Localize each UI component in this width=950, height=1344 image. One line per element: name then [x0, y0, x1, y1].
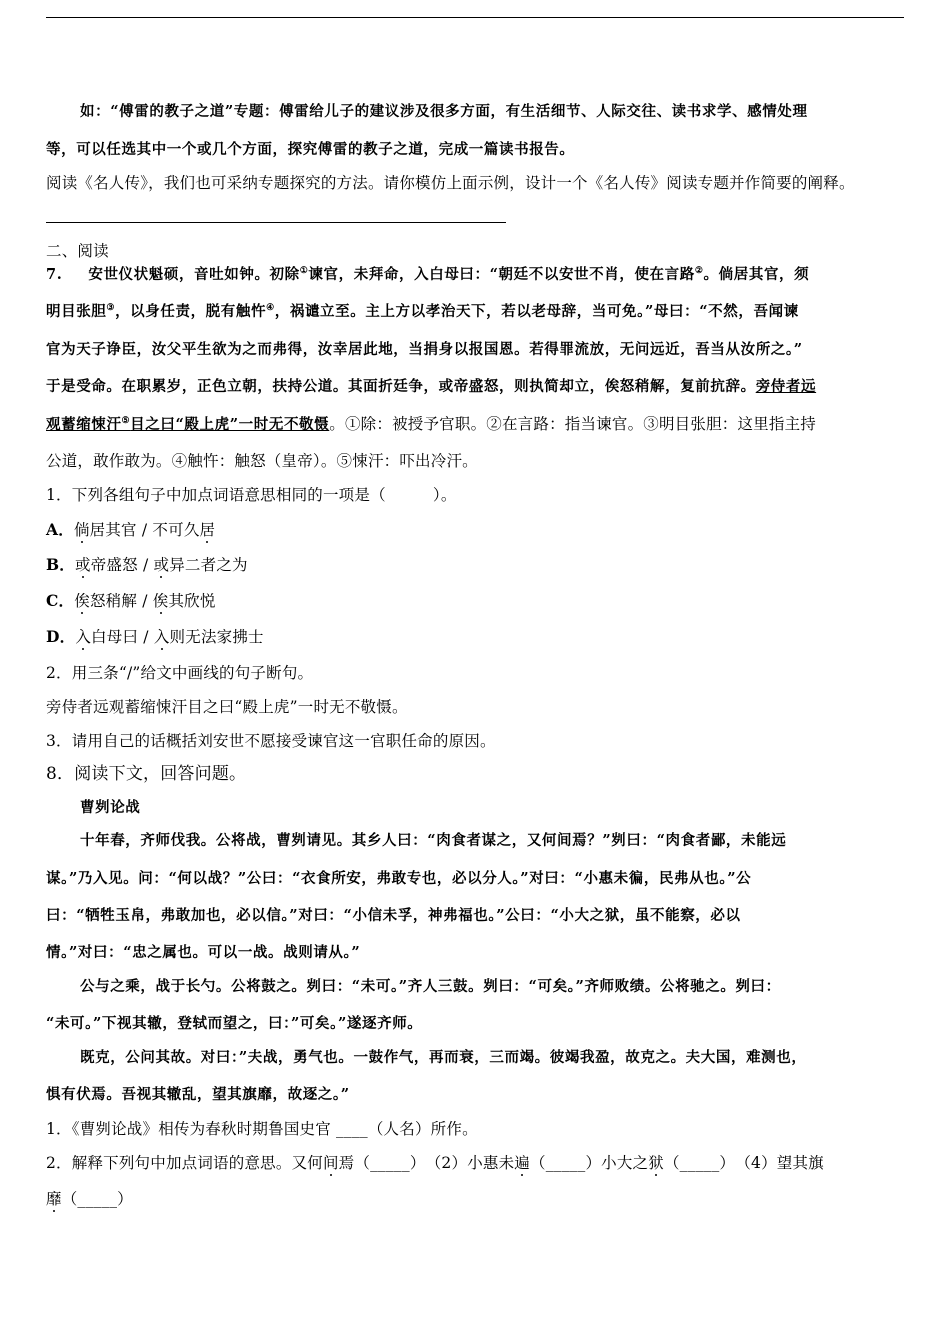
- option-b: B．或帝盛怒 / 或异二者之为: [46, 555, 248, 574]
- blank: _____: [370, 1154, 410, 1172]
- p1-line-3: 曰：“牺牲玉帛，弗敢加也，必以信。”对曰：“小信未孚，神弗福也。”公曰：“小大之狱，虽不能察，必以: [46, 907, 741, 924]
- q7-sub3: 3．请用自己的话概括刘安世不愿接受谏官这一官职任命的原因。: [46, 732, 496, 750]
- footnotes: 。①除：被授予官职。②在言路：指当谏官。③明目张胆：这里指主持: [329, 415, 816, 433]
- option-a: A．倘居其官 / 不可久居: [46, 520, 216, 539]
- blank: ____: [336, 1120, 368, 1138]
- underlined-sentence-start: 旁侍者远: [755, 378, 817, 395]
- q7-line-3: 官为天子诤臣，汝父平生欲为之而弗得，汝幸居此地，当捐身以报国恩。若得罪流放，无问远近，吾当从汝所之。”: [46, 341, 803, 358]
- p3-line-1: 既克，公问其故。对曰：”夫战，勇气也。一鼓作气，再而衰，三而竭。彼竭我盈，故克之。夫大国，难测也，: [80, 1049, 807, 1066]
- q7-line-4: 于是受命。在职累岁，正色立朝，扶持公道。其面折廷争，或帝盛怒，则执简却立，俟怒稍解，复前抗辞。旁侍者远: [46, 378, 817, 395]
- q7-sub2-sentence: 旁侍者远观蓄缩悚汗目之曰“殿上虎”一时无不敬慑。: [46, 698, 408, 716]
- q7-sub2: 2．用三条“/”给文中画线的句子断句。: [46, 664, 314, 682]
- section-title: 二、阅读: [46, 242, 109, 260]
- q7-line-2: 明目张胆③，以身任责，脱有触忤④，祸谴立至。主上方以孝治天下，若以老母辞，当可免。”母曰：“不然，吾闻谏: [46, 303, 799, 320]
- passage-title: 曹刿论战: [80, 799, 141, 816]
- q8-sub2: 2．解释下列句中加点词语的意思。又何间焉（_____） （2）小惠未遍（_____）小大之狱（_____） （4）望其旗: [46, 1154, 824, 1172]
- example-line-1: 如：“傅雷的教子之道”专题：傅雷给儿子的建议涉及很多方面，有生活细节、人际交往、读书求学、感情处理: [80, 103, 808, 120]
- q7-line-1: 7. 安世仪状魁硕，音吐如钟。初除①谏官，未拜命，入白母曰：“朝廷不以安世不肖，使在言路②。倘居其官，须: [46, 266, 810, 283]
- p1-line-1: 十年春，齐师伐我。公将战，曹刿请见。其乡人曰：“肉食者谋之，又何间焉？”刿曰：“肉食者鄙，未能远: [80, 832, 787, 849]
- top-rule: [46, 17, 904, 18]
- prompt-line: 阅读《名人传》，我们也可采纳专题探究的方法。请你模仿上面示例，设计一个《名人传》阅读专题并作简要的阐释。: [46, 174, 855, 192]
- p3-line-2: 惧有伏焉。吾视其辙乱，望其旗靡，故逐之。”: [46, 1086, 350, 1103]
- p2-line-2: “未可。”下视其辙，登轼而望之，曰：”可矣。”遂逐齐师。: [46, 1015, 423, 1032]
- q7-number: 7.: [46, 266, 63, 283]
- q8-sub2-cont: 靡（_____）: [46, 1190, 133, 1208]
- q7-line-6: 公道，敢作敢为。④触忤：触怒（皇帝）。⑤悚汗：吓出冷汗。: [46, 452, 478, 470]
- q8-heading: 8．阅读下文，回答问题。: [46, 764, 247, 784]
- p1-line-4: 情。”对曰：“忠之属也。可以一战。战则请从。”: [46, 944, 361, 961]
- blank: _____: [77, 1190, 118, 1208]
- example-line-2: 等，可以任选其中一个或几个方面，探究傅雷的教子之道，完成一篇读书报告。: [46, 141, 575, 158]
- q8-sub1: 1．《曹刿论战》相传为春秋时期鲁国史官 ____（人名）所作。: [46, 1120, 478, 1138]
- q7-sub1: 1．下列各组句子中加点词语意思相同的一项是（ ）。: [46, 486, 457, 504]
- blank: _____: [545, 1154, 586, 1172]
- q7-line-5: [46, 414, 816, 435]
- option-d: D．入白母曰 / 入则无法家拂士: [46, 627, 264, 646]
- p1-line-2: 谋。”乃入见。问：“何以战？”公曰：“衣食所安，弗敢专也，必以分人。”对曰：“小惠未徧，民弗从也。”公: [46, 870, 752, 887]
- blank: _____: [679, 1154, 720, 1172]
- answer-blank-line: [46, 222, 506, 223]
- underlined-sentence-end: 观蓄缩悚汗⑤目之曰“殿上虎”一时无不敬慑: [46, 416, 330, 433]
- option-c: C．俟怒稍解 / 俟其欣悦: [46, 591, 216, 610]
- p2-line-1: 公与之乘，战于长勺。公将鼓之。刿曰：“未可。”齐人三鼓。刿曰：“可矣。”齐师败绩。公将驰之。刿曰：: [80, 978, 781, 995]
